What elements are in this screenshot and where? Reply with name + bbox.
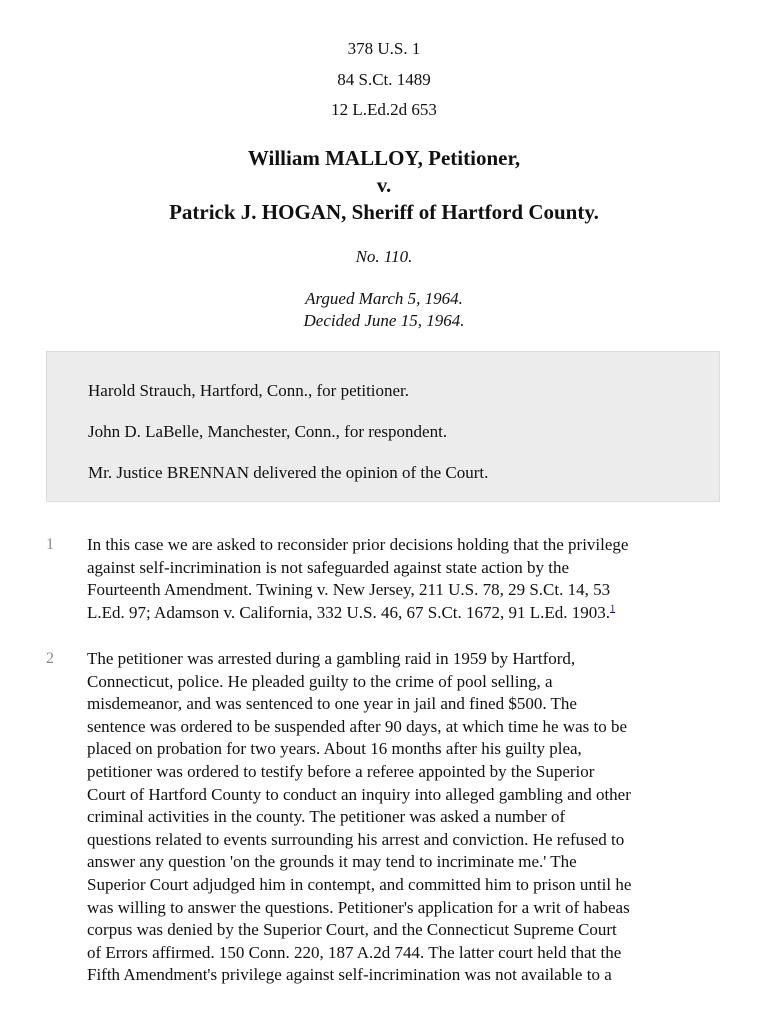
paragraph-text <box>87 648 723 987</box>
paragraph-line: answer any question 'on the grounds it may tend to incriminate me.' The <box>87 852 577 872</box>
counsel-petitioner: Harold Strauch, Hartford, Conn., for petitioner. <box>88 381 410 400</box>
paragraph-line: Superior Court adjudged him in contempt, and committed him to prison until he <box>87 874 632 894</box>
argued-date: Argued March 5, 1964. <box>305 289 463 308</box>
paragraph-line <box>87 602 723 625</box>
case-caption <box>0 145 768 226</box>
footnote-link[interactable]: 1 <box>610 603 616 615</box>
docket-number: No. 110. <box>355 247 413 266</box>
citation-lawyers-edition: 12 L.Ed.2d 653 <box>331 100 437 119</box>
paragraph-line: of Errors affirmed. 150 Conn. 220, 187 A.2d 744. The latter court held that the <box>87 942 622 962</box>
caption-versus: v. <box>376 173 392 197</box>
paragraph-line: against self-incrimination is not safeguarded against state action by the <box>87 557 569 577</box>
paragraph-number: 2 <box>46 650 54 667</box>
paragraph-line: sentence was ordered to be suspended after 90 days, at which time he was to be <box>87 716 628 736</box>
case-dates <box>0 288 768 332</box>
paragraph-text <box>87 534 723 624</box>
counsel-panel <box>46 351 720 502</box>
citation-us-reports: 378 U.S. 1 <box>347 39 421 58</box>
paragraph-line: petitioner was ordered to testify before a referee appointed by the Superior <box>87 761 595 781</box>
paragraph-line: was willing to answer the questions. Petitioner's application for a writ of habeas <box>87 897 630 917</box>
paragraph-line-text: L.Ed. 97; Adamson v. California, 332 U.S. 46, 67 S.Ct. 1672, 91 L.Ed. 1903. <box>87 602 611 622</box>
paragraph-line: corpus was denied by the Superior Court, and the Connecticut Supreme Court <box>87 920 617 940</box>
decided-date: Decided June 15, 1964. <box>303 311 465 330</box>
paragraph-line: criminal activities in the county. The petitioner was asked a number of <box>87 807 566 827</box>
paragraph-line: In this case we are asked to reconsider prior decisions holding that the privilege <box>87 535 629 554</box>
caption-respondent: Patrick J. HOGAN, Sheriff of Hartford County. <box>169 200 599 224</box>
paragraph-line: Fourteenth Amendment. Twining v. New Jersey, 211 U.S. 78, 29 S.Ct. 14, 53 <box>87 580 611 600</box>
citation-supreme-court-reporter: 84 S.Ct. 1489 <box>337 69 431 89</box>
paragraph-number: 1 <box>46 536 54 553</box>
paragraph-line: Connecticut, police. He pleaded guilty to the crime of pool selling, a <box>87 671 553 691</box>
paragraph-line: questions related to events surrounding his arrest and conviction. He refused to <box>87 829 625 849</box>
citation-block <box>0 34 768 126</box>
caption-petitioner: William MALLOY, Petitioner, <box>247 146 521 170</box>
opinion-author: Mr. Justice BRENNAN delivered the opinion of the Court. <box>88 463 489 482</box>
counsel-respondent: John D. LaBelle, Manchester, Conn., for respondent. <box>88 422 448 441</box>
paragraph-line: misdemeanor, and was sentenced to one year in jail and fined $500. The <box>87 694 577 714</box>
paragraph-line: The petitioner was arrested during a gambling raid in 1959 by Hartford, <box>87 649 576 668</box>
paragraph-line: placed on probation for two years. About 16 months after his guilty plea, <box>87 739 582 759</box>
paragraph-line: Court of Hartford County to conduct an inquiry into alleged gambling and other <box>87 784 631 804</box>
paragraph-line: Fifth Amendment's privilege against self-incrimination was not available to a <box>87 965 612 985</box>
